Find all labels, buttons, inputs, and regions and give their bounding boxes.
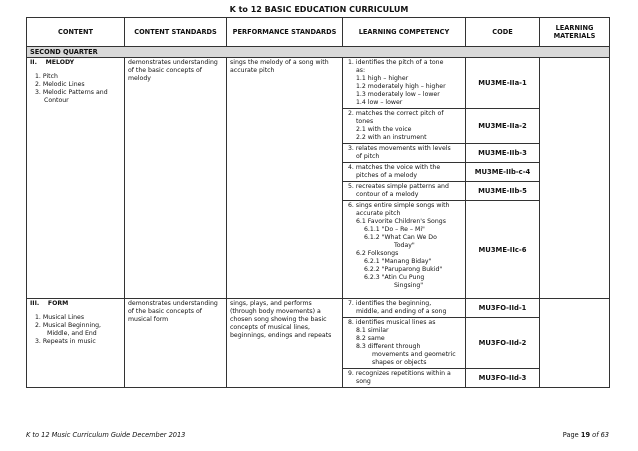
performance-standard-melody: sings the melody of a song with accurate pitch [227, 58, 343, 299]
form-items [30, 314, 121, 346]
quarter-row [27, 47, 610, 58]
competency-3: 3. relates movements with levels of pitch [343, 144, 466, 163]
form-heading: III. FORM [30, 300, 69, 307]
materials-melody [540, 58, 610, 299]
curriculum-table [26, 17, 610, 388]
code-8: MU3FO-IId-2 [466, 318, 540, 369]
page-title: K to 12 BASIC EDUCATION CURRICULUM [229, 5, 409, 14]
code-3: MU3ME-IIb-3 [466, 144, 540, 163]
col-header-content-standards: CONTENT STANDARDS [125, 18, 227, 47]
content-form [27, 299, 125, 388]
content-standard-form: demonstrates understanding of the basic concepts of musical form [125, 299, 227, 388]
list-item: 2. Melodic Lines [35, 81, 85, 88]
footer-title: K to 12 Music Curriculum Guide December 2013 [26, 431, 186, 439]
code-5: MU3ME-IIb-5 [466, 182, 540, 201]
list-item: 3. Repeats in music [35, 338, 96, 345]
competency-9: 9. recognizes repetitions within a song [343, 369, 466, 388]
col-header-content: CONTENT [27, 18, 125, 47]
code-4: MU3ME-IIb-c-4 [466, 163, 540, 182]
code-1: MU3ME-IIa-1 [466, 58, 540, 109]
table-row [27, 58, 610, 109]
list-item: 2. Musical Beginning, [35, 322, 102, 329]
competency-7: 7. identifies the beginning, middle, and ending of a song [343, 299, 466, 318]
col-header-learning-materials: LEARNING MATERIALS [540, 18, 610, 47]
content-standard-melody: demonstrates understanding of the basic concepts of melody [125, 58, 227, 299]
competency-4: 4. matches the voice with the pitches of a melody [343, 163, 466, 182]
code-2: MU3ME-IIa-2 [466, 109, 540, 144]
list-item: 1. Musical Lines [35, 314, 85, 321]
col-header-code: CODE [466, 18, 540, 47]
code-7: MU3FO-IId-1 [466, 299, 540, 318]
competency-1: 1. identifies the pitch of a tone as: 1.1 high – higher 1.2 moderately high – higher 1.3 moderately low – lower 1.4 low – lower [343, 58, 466, 109]
table-row [27, 299, 610, 318]
melody-items [30, 73, 121, 105]
list-item: Middle, and End [47, 330, 97, 337]
competency-5: 5. recreates simple patterns and contour of a melody [343, 182, 466, 201]
col-header-performance-standards: PERFORMANCE STANDARDS [227, 18, 343, 47]
melody-heading: II. MELODY [30, 59, 75, 66]
code-6: MU3ME-IIc-6 [466, 201, 540, 299]
list-item: 1. Pitch [35, 73, 58, 80]
materials-form [540, 299, 610, 388]
content-melody [27, 58, 125, 299]
quarter-label: SECOND QUARTER [27, 47, 610, 58]
list-item: 3. Melodic Patterns and [35, 89, 108, 96]
list-item: Contour [44, 97, 69, 104]
table-header-row [27, 18, 610, 47]
competency-8: 8. identifies musical lines as 8.1 similar 8.2 same 8.3 different through movements and geometric shapes or objects [343, 318, 466, 369]
col-header-learning-competency: LEARNING COMPETENCY [343, 18, 466, 47]
footer-page-number: Page 19 of 63 [562, 431, 609, 439]
code-9: MU3FO-IId-3 [466, 369, 540, 388]
competency-2: 2. matches the correct pitch of tones 2.1 with the voice 2.2 with an instrument [343, 109, 466, 144]
competency-6: 6. sings entire simple songs with accurate pitch 6.1 Favorite Children's Songs 6.1.1 "Do – Re – Mi" 6.1.2 "What Can We Do Today" 6.2 Folksongs 6.2.1 "Manang Biday" 6.2.2 "Paruparong Bukid" 6.2.3 "Atin Cu Pung Singsing" [343, 201, 466, 299]
performance-standard-form: sings, plays, and performs (through body movements) a chosen song showing the basic concepts of musical lines, beginnings, endings and repeats [227, 299, 343, 388]
